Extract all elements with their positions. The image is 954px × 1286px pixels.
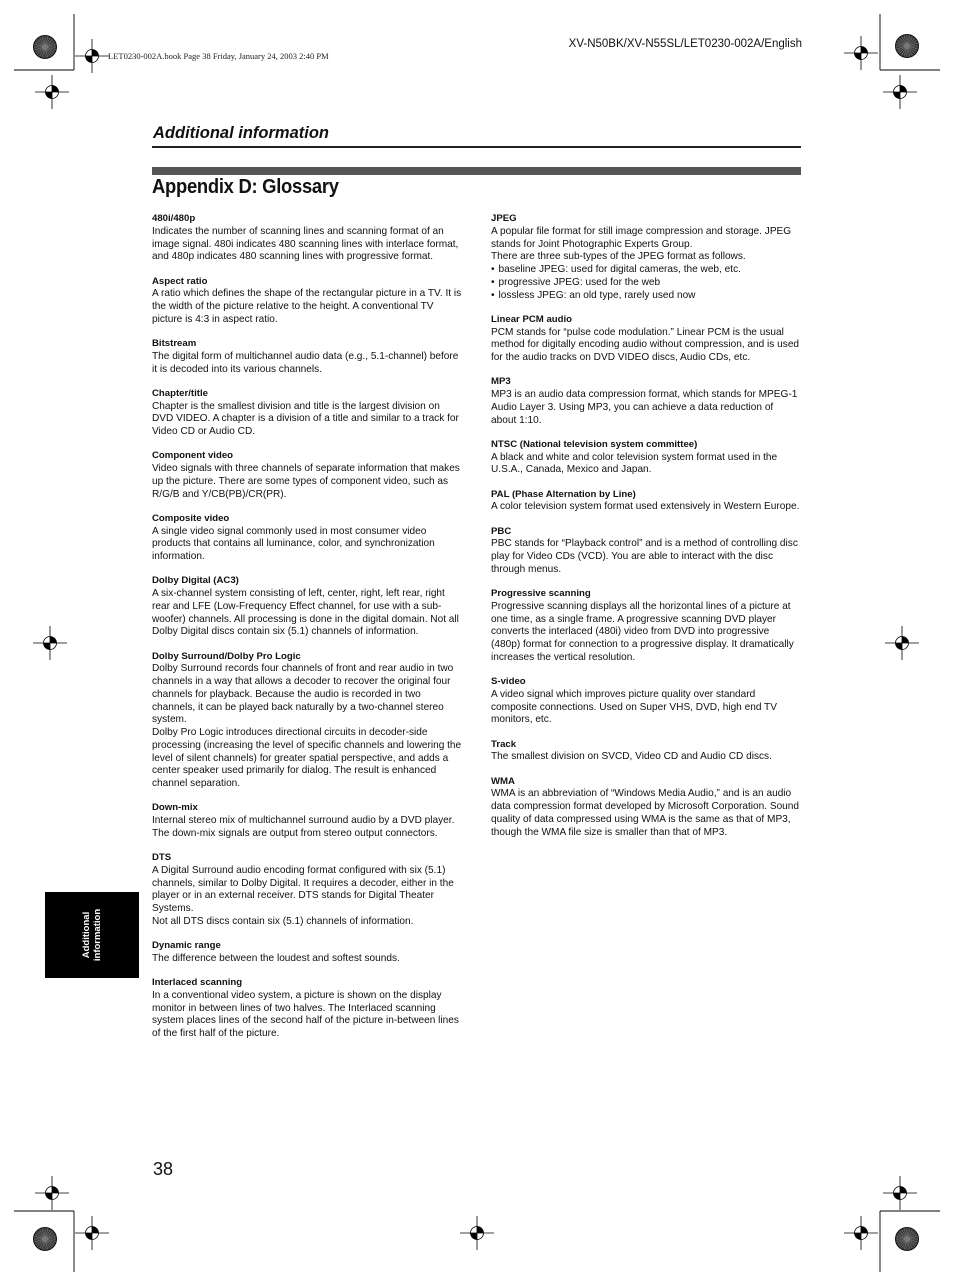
color-dial-center xyxy=(42,1236,48,1242)
page-title: Appendix D: Glossary xyxy=(152,176,339,198)
glossary-entry xyxy=(152,513,462,564)
glossary-entry xyxy=(491,776,801,840)
glossary-definition: The difference between the loudest and softest sounds. xyxy=(152,952,400,964)
glossary-entry xyxy=(152,852,462,929)
glossary-definition: Video signals with three channels of separate information that makes up the picture. There are some types of component video, such as R/G/B and Y/CB(PB)/CR(PR). xyxy=(152,463,460,500)
color-dial-center xyxy=(904,1236,910,1242)
glossary-term: PBC xyxy=(491,525,512,537)
glossary-definition: A six-channel system consisting of left, center, right, left rear, right rear and LFE (Low-Frequency Effect channel, for use with a sub-woofer) channels. All processing is done in the digital domain. Not all Dolby Digital discs contain six (5.1) channels of information. xyxy=(152,588,459,638)
glossary-definition: A single video signal commonly used in most consumer video products that contains all luminance, color, and synchronization information. xyxy=(152,525,435,562)
glossary-term: Aspect ratio xyxy=(152,275,208,287)
glossary-definition: A popular file format for still image compression and storage. JPEG stands for Joint Photographic Experts Group. xyxy=(491,225,792,250)
glossary-entry xyxy=(152,388,462,439)
section-rule xyxy=(152,146,801,148)
glossary-bullet-text: baseline JPEG: used for digital cameras, the web, etc. xyxy=(498,264,741,275)
glossary-term: Component video xyxy=(152,450,234,462)
glossary-term: Bitstream xyxy=(152,338,197,349)
side-tab-label xyxy=(81,909,103,961)
glossary-bullet-text: lossless JPEG: an old type, rarely used now xyxy=(498,289,696,301)
glossary-entry xyxy=(491,376,801,427)
glossary-entry xyxy=(491,676,801,727)
glossary-entry xyxy=(152,940,462,966)
glossary-term: MP3 xyxy=(491,376,511,388)
glossary-definition: Chapter is the smallest division and title is the largest division on DVD VIDEO. A chapter is a division of a title and similar to a track for Video CD or Audio CD. xyxy=(152,400,459,437)
glossary-term: Down-mix xyxy=(152,802,198,814)
glossary-column-left xyxy=(152,213,462,1052)
glossary-term: DTS xyxy=(152,852,172,863)
glossary-definition: A black and white and color television system format used in the U.S.A., Canada, Mexico and Japan. xyxy=(491,451,778,476)
glossary-entry xyxy=(152,338,462,376)
glossary-entry xyxy=(491,439,801,477)
glossary-definition: The smallest division on SVCD, Video CD and Audio CD discs. xyxy=(491,751,772,763)
glossary-term: Interlaced scanning xyxy=(152,977,243,988)
glossary-entry xyxy=(491,526,801,577)
glossary-term: WMA xyxy=(491,775,515,787)
glossary-definition: Dolby Pro Logic introduces directional circuits in decoder-side processing (increasing the level of specific channels and lowering the level of silent channels) for greater spatial perspective, and adds a center speaker used primarily for dialog. The result is enhanced channel separation. xyxy=(152,727,462,789)
glossary-term: Linear PCM audio xyxy=(491,313,573,325)
section-title: Additional information xyxy=(153,124,329,142)
glossary-entry xyxy=(152,802,462,840)
glossary-definition: MP3 is an audio data compression format, which stands for MPEG-1 Audio Layer 3. Using MP3, you can achieve a data reduction of about 1:10. xyxy=(491,389,798,426)
glossary-bullet xyxy=(491,277,801,290)
glossary-bullet-text: progressive JPEG: used for the web xyxy=(498,276,661,288)
glossary-definition: In a conventional video system, a picture is shown on the display monitor in between lines of two halves. The Interlaced scanning system places lines of the second half of the picture in-between lines of the first half of the picture. xyxy=(152,989,459,1039)
glossary-entry xyxy=(491,489,801,515)
glossary-definition: Indicates the number of scanning lines and scanning format of an image signal. 480i indicates 480 scanning lines with interlace format, and 480p indicates 480 scanning lines with progressive format. xyxy=(152,225,459,263)
glossary-entry xyxy=(152,213,462,264)
color-dial-center xyxy=(42,44,48,50)
glossary-term: Dynamic range xyxy=(152,940,221,951)
glossary-entry xyxy=(152,977,462,1041)
glossary-entry xyxy=(152,276,462,327)
glossary-entry xyxy=(491,739,801,765)
glossary-definition: There are three sub-types of the JPEG format as follows. xyxy=(491,251,746,263)
glossary-entry xyxy=(152,651,462,791)
page-number: 38 xyxy=(153,1159,174,1179)
glossary-definition: Internal stereo mix of multichannel surround audio by a DVD player. The down-mix signals are output from stereo output connectors. xyxy=(152,815,455,839)
glossary-term: Dolby Digital (AC3) xyxy=(152,575,239,587)
glossary-entry xyxy=(491,588,801,665)
glossary-definition: PCM stands for “pulse code modulation.” Linear PCM is the usual method for digitally encoding audio without compression, and is used for the audio tracks on DVD VIDEO discs, Audio CDs, etc. xyxy=(491,326,800,363)
side-tab xyxy=(45,892,139,978)
title-bar xyxy=(152,167,801,175)
glossary-term: S-video xyxy=(491,676,526,687)
glossary-entry xyxy=(491,314,801,365)
glossary-column-right xyxy=(491,213,801,851)
glossary-term: 480i/480p xyxy=(152,213,196,224)
color-dial-center xyxy=(904,43,910,49)
glossary-bullet-list xyxy=(491,264,801,302)
glossary-term: Track xyxy=(491,738,517,750)
glossary-definition: A video signal which improves picture quality over standard composite connections. Used on Super VHS, DVD, high end TV monitors, etc. xyxy=(491,688,777,726)
glossary-term: Chapter/title xyxy=(152,387,208,399)
side-tab-line: Additional xyxy=(81,911,92,959)
glossary-entry xyxy=(491,213,801,302)
glossary-definition: PBC stands for “Playback control” and is a method of controlling disc play for Video CDs (VCD). You are able to interact with the disc through menus. xyxy=(491,538,798,575)
glossary-definition: A color television system format used extensively in Western Europe. xyxy=(491,501,800,513)
side-tab-line: information xyxy=(92,908,103,962)
model-header: XV-N50BK/XV-N55SL/LET0230-002A/English xyxy=(568,38,802,50)
glossary-entry xyxy=(152,450,462,501)
glossary-definition: A Digital Surround audio encoding format configured with six (5.1) channels, similar to Dolby Digital. It requires a decoder, either in the player or in an external receiver. DTS stands for Digital Theater Systems. xyxy=(152,864,454,914)
glossary-term: Composite video xyxy=(152,512,230,524)
glossary-bullet xyxy=(491,290,801,303)
glossary-bullet xyxy=(491,264,801,277)
glossary-definition: Dolby Surround records four channels of front and rear audio in two channels in a way that allows a decoder to recover the original four channels for playback. Because the audio is recorded in two channels, it can be played back naturally by a two-channel stereo system. xyxy=(152,663,454,726)
glossary-definition: Not all DTS discs contain six (5.1) channels of information. xyxy=(152,915,414,927)
print-slug: LET0230-002A.book Page 38 Friday, January 24, 2003 2:40 PM xyxy=(108,51,329,61)
glossary-term: JPEG xyxy=(491,213,517,224)
glossary-term: NTSC (National television system committee) xyxy=(491,438,698,450)
glossary-definition: A ratio which defines the shape of the rectangular picture in a TV. It is the width of the picture relative to the height. A conventional TV picture is 4:3 in aspect ratio. xyxy=(152,288,462,325)
glossary-definition: The digital form of multichannel audio data (e.g., 5.1-channel) before it is decoded into its various channels. xyxy=(152,350,459,375)
glossary-term: Dolby Surround/Dolby Pro Logic xyxy=(152,650,301,662)
glossary-definition: WMA is an abbreviation of “Windows Media Audio,” and is an audio data compression format developed by Microsoft Corporation. Sound quality of data compressed using WMA is the same as that of MP3, though the WMA file size is smaller than that of MP3. xyxy=(491,788,800,838)
glossary-term: Progressive scanning xyxy=(491,588,591,599)
glossary-definition: Progressive scanning displays all the horizontal lines of a picture at one time, as a single frame. A progressive scanning DVD player converts the interlaced (480i) video from DVD into progressive (480p) format for connection to a progressive display. It dramatically increases the vertical resolution. xyxy=(491,600,794,663)
glossary-entry xyxy=(152,575,462,639)
glossary-term: PAL (Phase Alternation by Line) xyxy=(491,488,636,500)
